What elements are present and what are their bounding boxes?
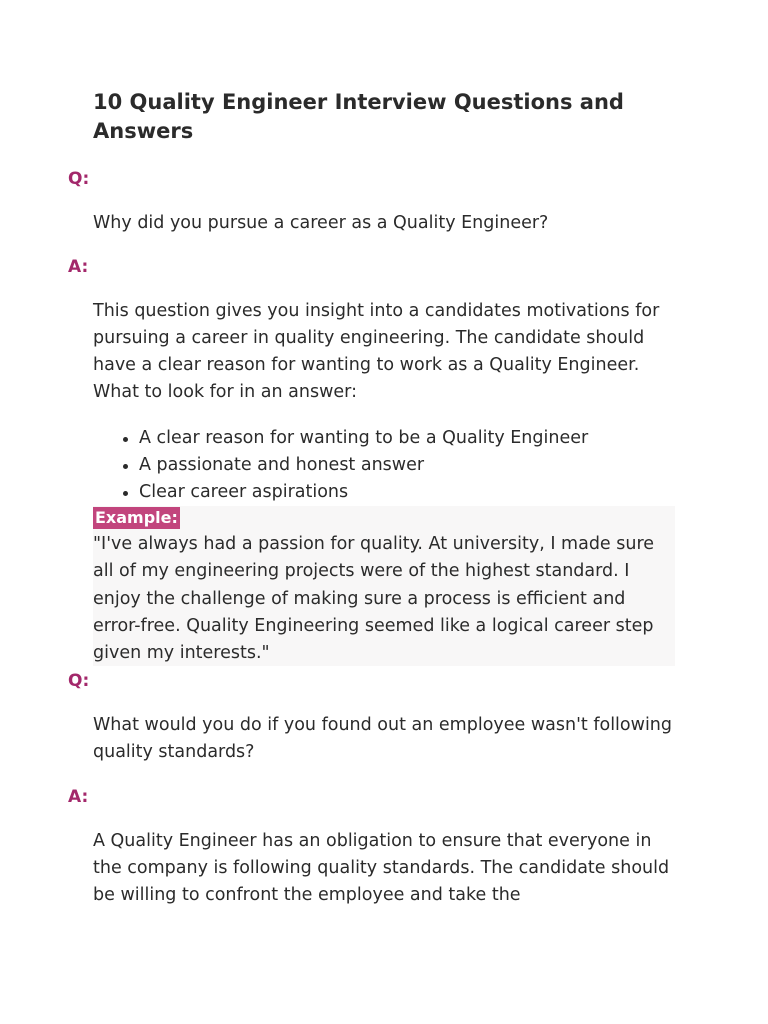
list-item bbox=[93, 425, 678, 452]
answer-label: A: bbox=[68, 257, 89, 277]
bullet-icon bbox=[123, 464, 128, 469]
question-text: Why did you pursue a career as a Quality Engineer? bbox=[93, 213, 549, 233]
bullet-icon bbox=[123, 491, 128, 496]
question-label: Q: bbox=[68, 671, 90, 691]
question-label: Q: bbox=[68, 169, 90, 189]
question-text: What would you do if you found out an employee wasn't following quality standards? bbox=[93, 715, 673, 762]
list-item-text: A passionate and honest answer bbox=[139, 455, 425, 475]
example-label: Example: bbox=[95, 508, 178, 527]
page-title: 10 Quality Engineer Interview Questions and Answers bbox=[93, 90, 624, 143]
example-text: "I've always had a passion for quality. At university, I made sure all of my engineering projects were of the highest standard. I enjoy the challenge of making sure a process is efficient and error-free. Quality Engineering seemed like a logical career step given my interests." bbox=[93, 534, 655, 664]
bullet-icon bbox=[123, 437, 128, 442]
answer-label: A: bbox=[68, 787, 89, 807]
list-item-text: A clear reason for wanting to be a Quality Engineer bbox=[139, 428, 589, 448]
list-item bbox=[93, 452, 678, 479]
answer-bullet-list bbox=[93, 425, 678, 506]
list-item bbox=[93, 479, 678, 506]
answer-text: A Quality Engineer has an obligation to ensure that everyone in the company is following quality standards. The candidate should be willing to confront the employee and take the bbox=[93, 831, 670, 905]
list-item-text: Clear career aspirations bbox=[139, 482, 349, 502]
answer-text: This question gives you insight into a candidates motivations for pursuing a career in quality engineering. The candidate should have a clear reason for wanting to work as a Quality Engineer. What to look for in an answer: bbox=[93, 301, 660, 402]
